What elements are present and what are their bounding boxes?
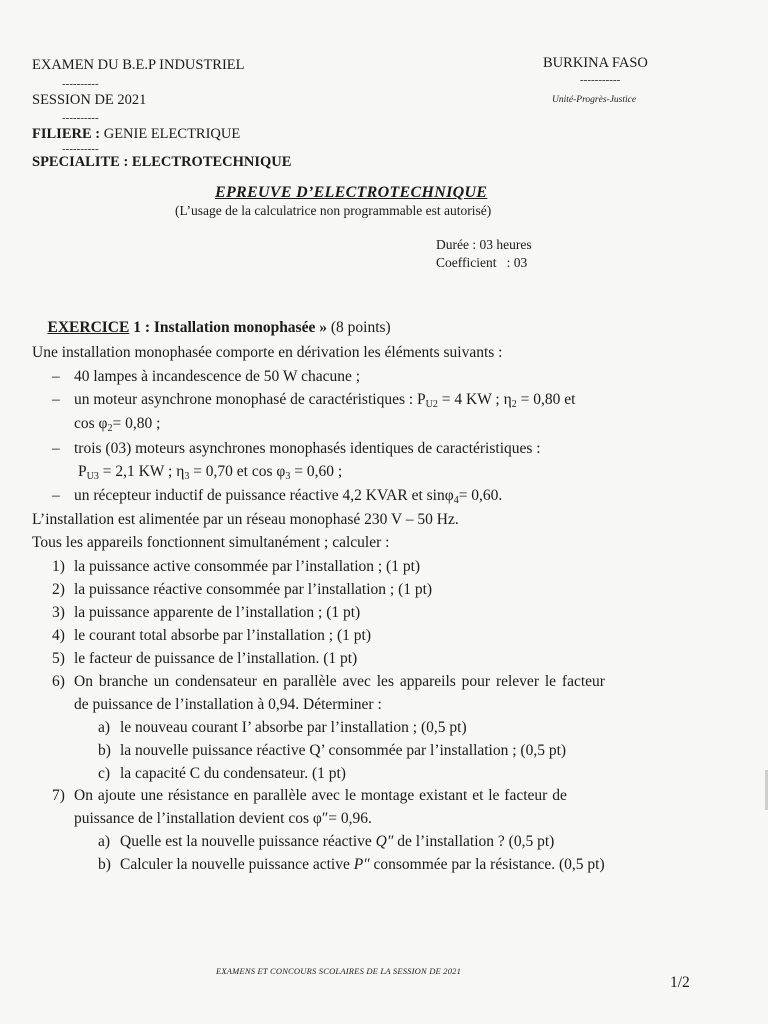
exercise-intro: Une installation monophasée comporte en dérivation les éléments suivants :	[32, 344, 503, 361]
specialite-line: SPECIALITE : ELECTROTECHNIQUE	[32, 154, 292, 170]
filiere-value: GENIE ELECTRIQUE	[103, 126, 241, 142]
question-5: 5) le facteur de puissance de l’installation. (1 pt)	[52, 650, 358, 667]
list-item-continuation: $\cos \varphi_2= 0,80$ ;	[74, 415, 161, 434]
separator: ----------	[62, 143, 99, 155]
duration: Durée : 03 heures	[436, 237, 532, 252]
separator: ----------	[62, 112, 99, 124]
exam-title: EXAMEN DU B.E.P INDUSTRIEL	[32, 57, 245, 73]
session-label: SESSION DE 2021	[32, 92, 147, 108]
question-7a: a) Quelle est la nouvelle puissance réactive Q″ de l’installation ? (0,5 pt)	[98, 833, 555, 850]
country-motto: Unité-Progrès-Justice	[552, 95, 637, 105]
list-item: – trois (03) moteurs asynchrones monophasés identiques de caractéristiques :	[52, 440, 541, 457]
exercise-title: 1 : Installation monophasée »	[129, 318, 331, 336]
question-6b: b) la nouvelle puissance réactive Q’ consommée par l’installation ; (0,5 pt)	[98, 742, 567, 759]
supply-text: L’installation est alimentée par un réseau monophasé 230 V – 50 Hz.	[32, 511, 459, 528]
separator: -----------	[580, 74, 621, 86]
coefficient: Coefficient : 03	[436, 255, 528, 270]
all-on-text: Tous les appareils fonctionnent simultanément ; calculer :	[32, 534, 390, 551]
list-item: – 40 lampes à incandescence de 50 W chacune ;	[52, 368, 361, 385]
filiere-label: FILIERE :	[32, 126, 101, 142]
list-item: – un moteur asynchrone monophasé de caractéristiques : $P_{U2} = 4$ KW ; $\eta_2 = 0,80$ et	[52, 391, 576, 410]
footer-text: EXAMENS ET CONCOURS SCOLAIRES DE LA SESSION DE 2021	[216, 966, 462, 976]
question-1: 1) la puissance active consommée par l’installation ; (1 pt)	[52, 558, 421, 575]
separator: ----------	[62, 78, 99, 90]
question-7: 7) On ajoute une résistance en parallèle avec le montage existant et le facteur de	[52, 787, 567, 804]
question-6c: c) la capacité C du condensateur. (1 pt)	[98, 765, 346, 782]
exercise-points: (8 points)	[330, 318, 391, 336]
country-name: BURKINA FASO	[543, 55, 648, 71]
exercise-label: EXERCICE	[47, 318, 130, 336]
question-7b: b) Calculer la nouvelle puissance active P″ consommée par la résistance. (0,5 pt)	[98, 856, 605, 873]
question-6: 6) On branche un condensateur en parallèle avec les appareils pour relever le facteur	[52, 673, 605, 690]
question-6-continuation: de puissance de l’installation à 0,94. Déterminer :	[74, 696, 382, 713]
calculator-note: (L’usage de la calculatrice non programmable est autorisé)	[175, 203, 492, 218]
question-6a: a) le nouveau courant I’ absorbe par l’installation ; (0,5 pt)	[98, 719, 467, 736]
page-number: 1/2	[670, 974, 690, 991]
question-7-continuation: puissance de l’installation devient cos φ″= 0,96.	[74, 810, 372, 827]
list-item: – un récepteur inductif de puissance réactive 4,2 KVAR et sinφ$_4$= 0,60.	[52, 487, 503, 506]
question-3: 3) la puissance apparente de l’installation ; (1 pt)	[52, 604, 361, 621]
filiere-line	[32, 126, 240, 143]
epreuve-title: EPREUVE D’ELECTROTECHNIQUE	[215, 184, 488, 201]
list-item-continuation: $P_{U3} = 2,1$ KW ; $\eta_3 = 0,70$ et $\cos \varphi_3 = 0,60$ ;	[78, 463, 343, 482]
question-2: 2) la puissance réactive consommée par l’installation ; (1 pt)	[52, 581, 433, 598]
question-4: 4) le courant total absorbe par l’installation ; (1 pt)	[52, 627, 371, 644]
